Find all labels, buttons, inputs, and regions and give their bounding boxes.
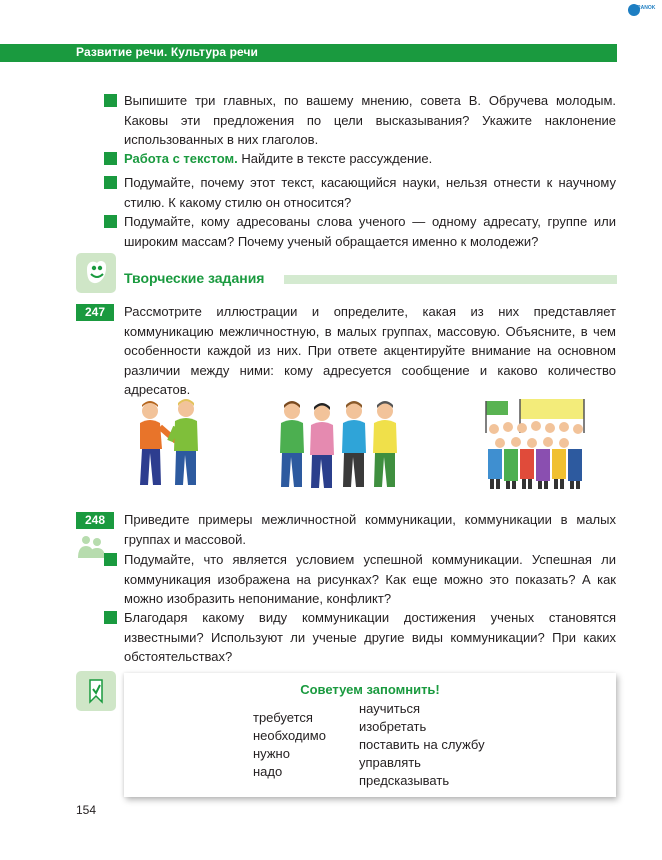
question-item bbox=[104, 173, 616, 212]
page-header-title: Развитие речи. Культура речи bbox=[76, 45, 259, 59]
question-item bbox=[104, 149, 616, 169]
illustration-mass bbox=[480, 393, 590, 493]
people-icon bbox=[76, 533, 106, 559]
publisher-logo-text: RANOK bbox=[637, 5, 656, 11]
memo-word: требуется bbox=[253, 710, 313, 725]
page-number: 154 bbox=[76, 803, 97, 817]
memo-right-column bbox=[359, 700, 485, 790]
task-number-247: 247 bbox=[76, 304, 114, 321]
publisher-logo bbox=[628, 4, 654, 18]
memo-word: нужно bbox=[253, 746, 290, 761]
memo-title: Советуем запомнить! bbox=[300, 682, 440, 697]
question-highlight: Работа с текстом. bbox=[124, 151, 238, 166]
bullet-square-icon bbox=[104, 152, 117, 165]
task-number-248: 248 bbox=[76, 512, 114, 529]
question-item bbox=[104, 550, 616, 609]
question-text: Благодаря какому виду коммуникации достижения ученых становятся известными? Используют ли ученые другие виды коммуникации? При каких обстоятельствах? bbox=[124, 610, 616, 664]
question-item bbox=[104, 608, 616, 667]
memo-word: необходимо bbox=[253, 728, 326, 743]
question-text: Найдите в тексте рассуждение. bbox=[237, 151, 433, 166]
bookmark-icon bbox=[76, 671, 116, 711]
question-text: Подумайте, кому адресованы слова ученого — одному адресату, группе или широким массам? Почему ученый обращается именно к молодежи? bbox=[124, 214, 616, 249]
bullet-square-icon bbox=[104, 553, 117, 566]
smiley-icon bbox=[76, 253, 116, 293]
illustrations bbox=[120, 393, 620, 495]
bullet-square-icon bbox=[104, 94, 117, 107]
question-item bbox=[104, 91, 616, 150]
memo-word: поставить на службу bbox=[359, 737, 485, 752]
question-text: Подумайте, почему этот текст, касающийся науки, нельзя отнести к научному стилю. К какому стилю он относится? bbox=[124, 175, 616, 210]
question-text: Выпишите три главных, по вашему мнению, совета В. Обручева молодым. Каковы эти предложения по цели высказывания? Укажите наклонение использованных в них глаголов. bbox=[124, 93, 616, 147]
memo-word: научиться bbox=[359, 701, 421, 716]
question-item bbox=[104, 212, 616, 251]
bullet-square-icon bbox=[104, 176, 117, 189]
memo-word: управлять bbox=[359, 755, 421, 770]
memo-word: изобретать bbox=[359, 719, 427, 734]
memo-box bbox=[124, 673, 616, 797]
memo-word: надо bbox=[253, 764, 283, 779]
bullet-square-icon bbox=[104, 611, 117, 624]
section-divider bbox=[284, 275, 617, 284]
illustration-interpersonal bbox=[128, 393, 208, 493]
question-text: Подумайте, что является условием успешной коммуникации. Успешная ли коммуникация изображена на рисунках? Как еще можно это показать? А как можно изобразить непонимание, конфликт? bbox=[124, 552, 616, 606]
illustration-small-group bbox=[272, 393, 412, 493]
section-title: Творческие задания bbox=[124, 270, 265, 286]
task-248-text: Приведите примеры межличностной коммуникации, коммуникации в малых группах и массовой. bbox=[124, 512, 616, 547]
memo-word: предсказывать bbox=[359, 773, 450, 788]
bullet-square-icon bbox=[104, 215, 117, 228]
memo-left-column bbox=[253, 709, 326, 781]
task-247-text: Рассмотрите иллюстрации и определите, какая из них представляет коммуникацию межличностную, в малых группах, массовую. Объясните, в чем особенности каждой из них. При ответе акцентируйте внимание на основном различии между ними: кому адресуется сообщение и каково количество адресатов. bbox=[124, 304, 616, 397]
